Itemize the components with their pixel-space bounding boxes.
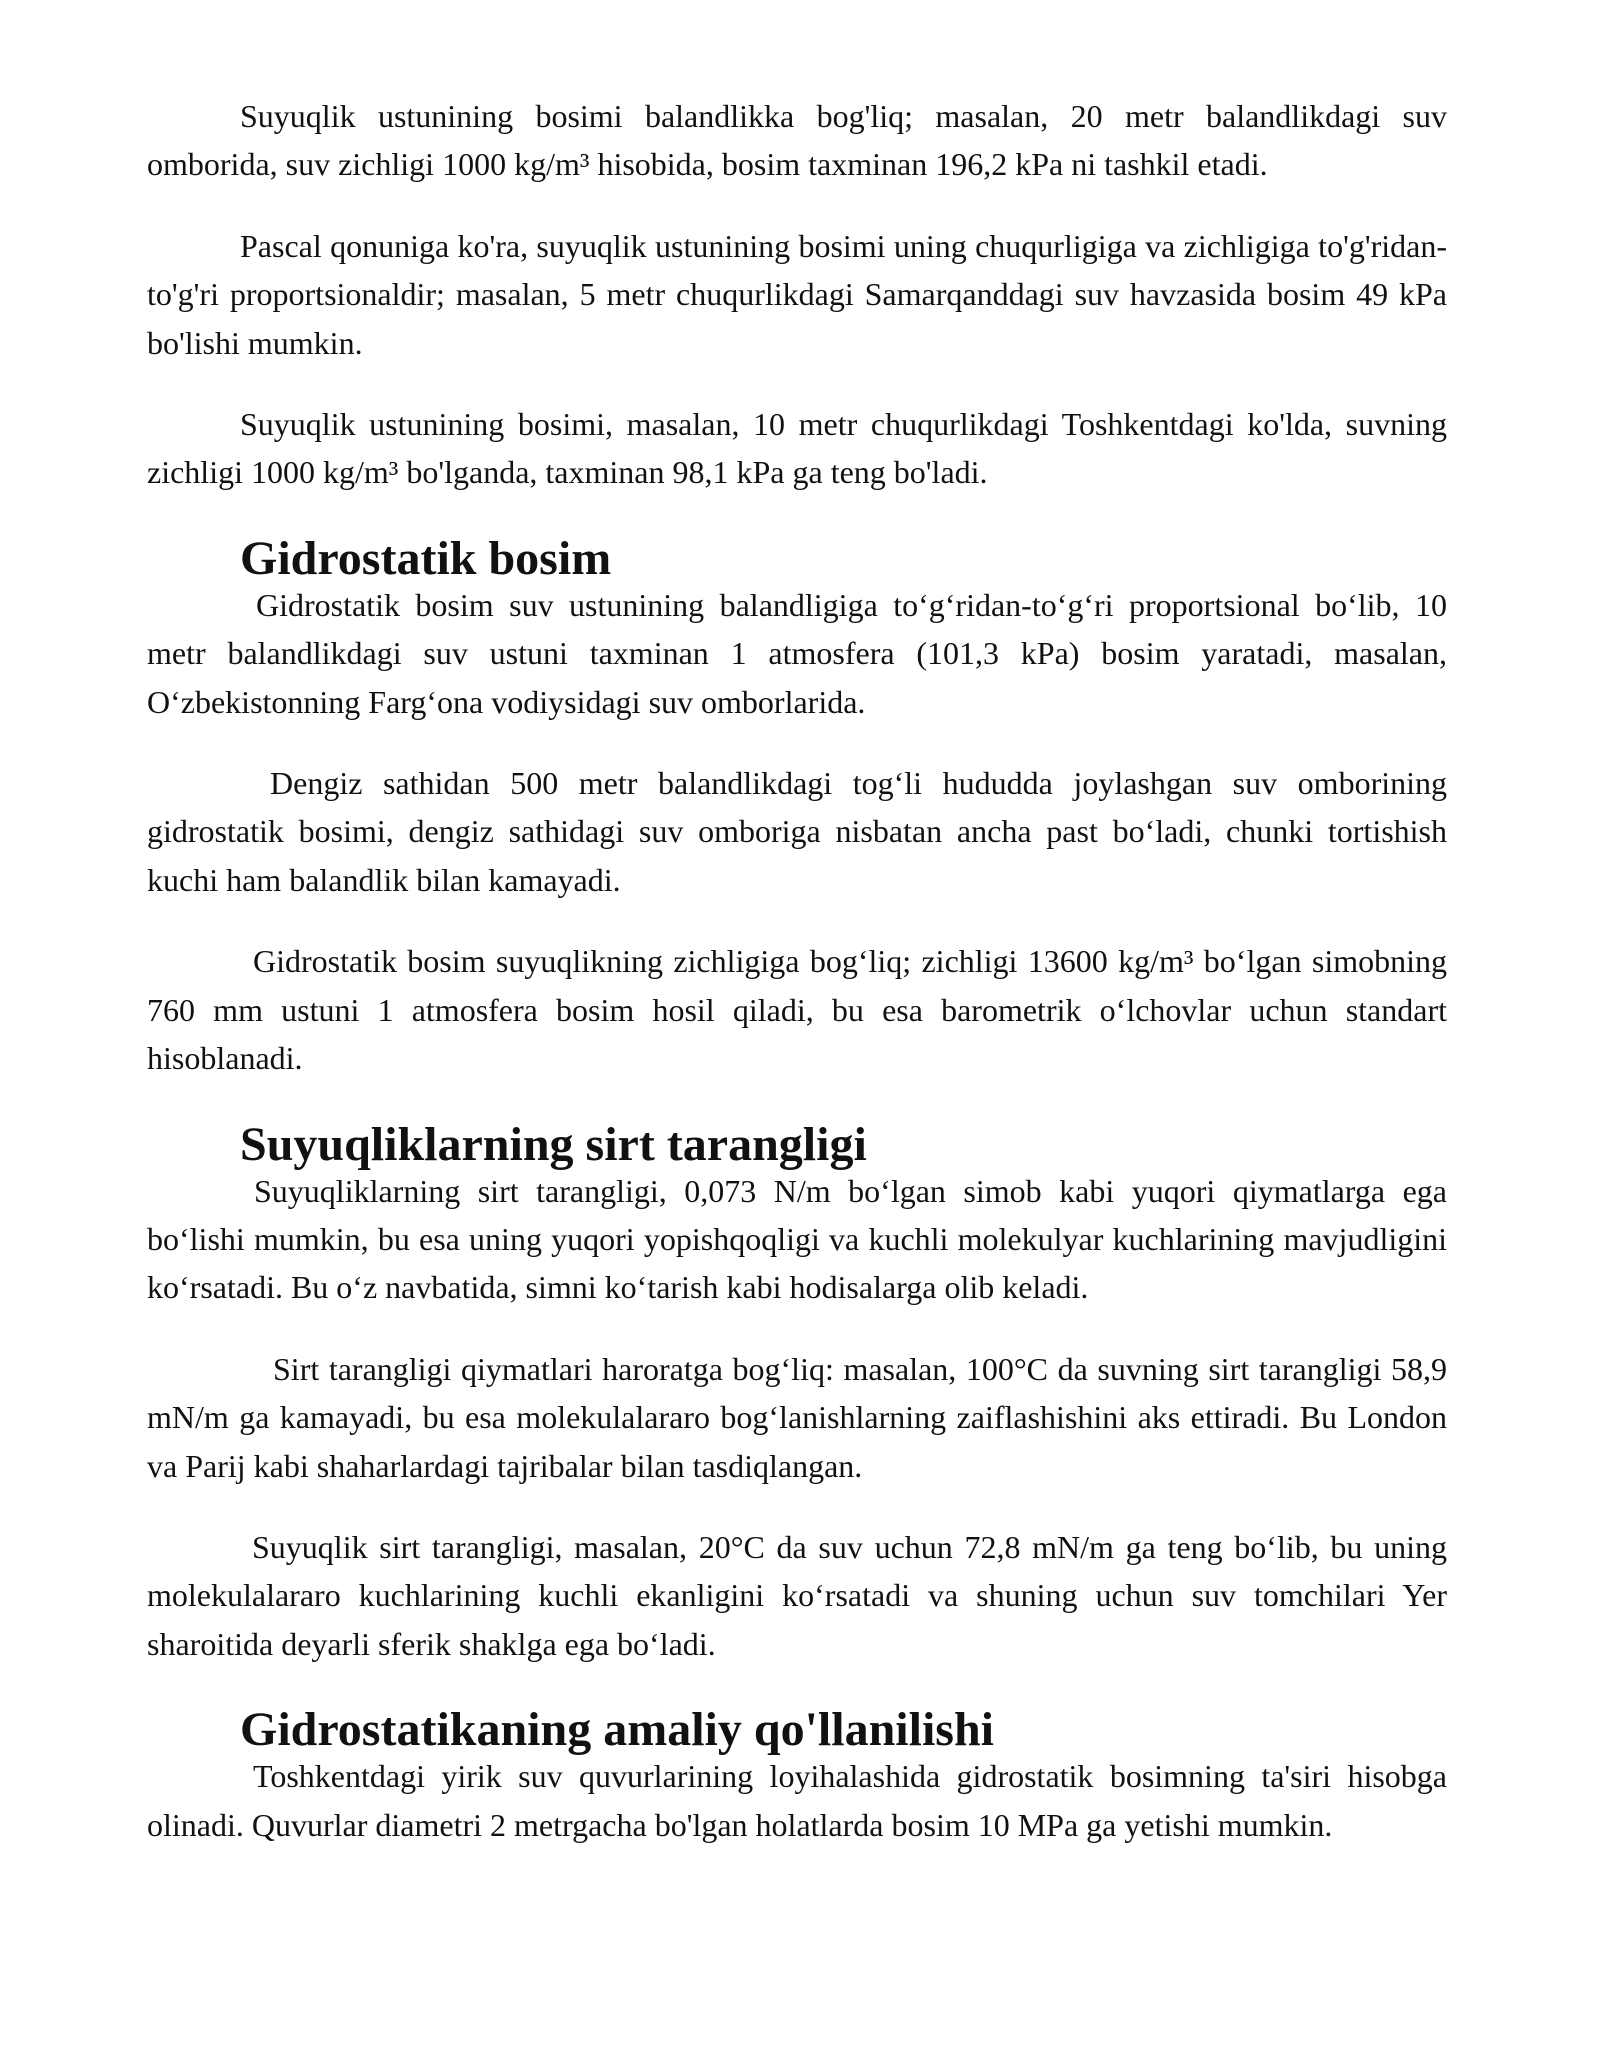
- document-page: [147, 92, 1447, 1849]
- section-heading-amaliy-qollanilishi: Gidrostatikaning amaliy qo'llanilishi: [240, 1703, 994, 1757]
- paragraph-6: Gidrostatik bosim suyuqlikning zichligiga bog‘liq; zichligi 13600 kg/m³ bo‘lgan simobning 760 mm ustuni 1 atmosfera bosim hosil qiladi, bu esa barometrik o‘lchovlar uchun standart hisoblanadi.: [147, 943, 1447, 1077]
- paragraph-2: Pascal qonuniga ko'ra, suyuqlik ustunining bosimi uning chuqurligiga va zichligiga to'g'ridan-to'g'ri proportsionaldir; masalan, 5 metr chuqurlikdagi Samarqanddagi suv havzasida bosim 49 kPa bo'lishi mumkin.: [147, 227, 1447, 361]
- section-heading-sirt-tarangligi: Suyuqliklarning sirt tarangligi: [240, 1117, 867, 1171]
- paragraph-4: Gidrostatik bosim suv ustunining balandligiga to‘g‘ridan-to‘g‘ri proportsional bo‘lib, 10 metr balandlikdagi suv ustuni taxminan 1 atmosfera (101,3 kPa) bosim yaratadi, masalan, O‘zbekistonning Farg‘ona vodiysidagi suv omborlarida.: [147, 586, 1447, 720]
- paragraph-3: Suyuqlik ustunining bosimi, masalan, 10 metr chuqurlikdagi Toshkentdagi ko'lda, suvning zichligi 1000 kg/m³ bo'lganda, taxminan 98,1 kPa ga teng bo'ladi.: [147, 406, 1447, 491]
- paragraph-5: Dengiz sathidan 500 metr balandlikdagi tog‘li hududda joylashgan suv omborining gidrostatik bosimi, dengiz sathidagi suv omboriga nisbatan ancha past bo‘ladi, chunki tortishish kuchi ham balandlik bilan kamayadi.: [147, 765, 1447, 898]
- paragraph-1: Suyuqlik ustunining bosimi balandlikka bog'liq; masalan, 20 metr balandlikdagi suv omborida, suv zichligi 1000 kg/m³ hisobida, bosim taxminan 196,2 kPa ni tashkil etadi.: [147, 98, 1447, 183]
- paragraph-7: Suyuqliklarning sirt tarangligi, 0,073 N/m bo‘lgan simob kabi yuqori qiymatlarga ega bo‘lishi mumkin, bu esa uning yuqori yopishqoqligi va kuchli molekulyar kuchlarining mavjudligini ko‘rsatadi. Bu o‘z navbatida, simni ko‘tarish kabi hodisalarga olib keladi.: [147, 1172, 1447, 1306]
- section-heading-gidrostatik-bosim: Gidrostatik bosim: [240, 531, 612, 585]
- paragraph-10: Toshkentdagi yirik suv quvurlarining loyihalashida gidrostatik bosimning ta'siri hisobga olinadi. Quvurlar diametri 2 metrgacha bo'lgan holatlarda bosim 10 MPa ga yetishi mumkin.: [147, 1758, 1447, 1843]
- paragraph-9: Suyuqlik sirt tarangligi, masalan, 20°C da suv uchun 72,8 mN/m ga teng bo‘lib, bu uning molekulalararo kuchlarining kuchli ekanligini ko‘rsatadi va shuning uchun suv tomchilari Yer sharoitida deyarli sferik shaklga ega bo‘ladi.: [147, 1528, 1447, 1662]
- paragraph-8: Sirt tarangligi qiymatlari haroratga bog‘liq: masalan, 100°C da suvning sirt tarangligi 58,9 mN/m ga kamayadi, bu esa molekulalararo bog‘lanishlarning zaiflashishini aks ettiradi. Bu London va Parij kabi shaharlardagi tajribalar bilan tasdiqlangan.: [147, 1350, 1447, 1484]
